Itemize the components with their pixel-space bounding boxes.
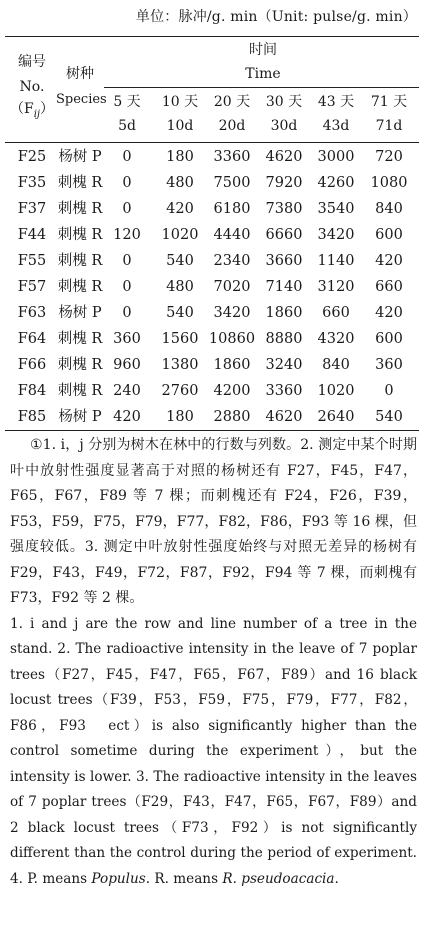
cell-value: 4260 [317, 175, 355, 191]
cell-value: 480 [166, 175, 194, 191]
day-header-en: 5d [118, 118, 136, 134]
cell-value: 540 [166, 253, 194, 269]
cell-value: 0 [122, 305, 132, 321]
header-time-en: Time [245, 66, 281, 82]
cell-value: 4200 [213, 383, 251, 399]
cell-tree-no: F25 [17, 149, 47, 165]
cell-value: 1860 [265, 305, 303, 321]
day-header-cn: 71 天 [370, 94, 408, 110]
cell-species: 杨树 P [58, 409, 102, 425]
cell-species: 杨树 P [58, 149, 102, 165]
header-no-en: No. [19, 79, 45, 95]
cell-value: 7020 [213, 279, 251, 295]
cell-value: 6660 [265, 227, 303, 243]
cell-value: 3420 [213, 305, 251, 321]
cell-tree-no: F66 [17, 357, 47, 373]
cell-value: 3120 [317, 279, 355, 295]
cell-species: 杨树 P [58, 305, 102, 321]
cell-value: 120 [113, 227, 141, 243]
cell-value: 360 [375, 357, 403, 373]
day-header-cn: 10 天 [161, 94, 199, 110]
cell-species: 刺槐 R [57, 227, 103, 243]
time-sub-rule [104, 87, 419, 88]
header-no-symbol: $(F_{ij})$ [10, 101, 55, 120]
cell-value: 600 [375, 227, 403, 243]
cell-tree-no: F57 [17, 279, 47, 295]
cell-value: 3540 [317, 201, 355, 217]
cell-value: 1860 [213, 357, 251, 373]
cell-value: 240 [113, 383, 141, 399]
cell-value: 0 [122, 279, 132, 295]
cell-value: 3240 [265, 357, 303, 373]
cell-value: 180 [166, 149, 194, 165]
cell-value: 3660 [265, 253, 303, 269]
cell-value: 360 [113, 331, 141, 347]
cell-species: 刺槐 R [57, 201, 103, 217]
cell-value: 0 [122, 253, 132, 269]
cell-value: 3420 [317, 227, 355, 243]
cell-species: 刺槐 R [57, 357, 103, 373]
table-bottom-rule [5, 430, 419, 431]
cell-value: 420 [375, 305, 403, 321]
header-species-cn: 树种 [66, 66, 94, 82]
cell-value: 7500 [213, 175, 251, 191]
day-header-en: 20d [218, 118, 246, 134]
cell-value: 720 [375, 149, 403, 165]
header-no-cn: 编号 [18, 54, 46, 70]
cell-value: 4320 [317, 331, 355, 347]
day-header-en: 10d [166, 118, 194, 134]
cell-tree-no: F85 [17, 409, 47, 425]
cell-species: 刺槐 R [57, 279, 103, 295]
cell-tree-no: F35 [17, 175, 47, 191]
cell-value: 960 [113, 357, 141, 373]
cell-value: 3000 [317, 149, 355, 165]
cell-species: 刺槐 R [57, 331, 103, 347]
cell-value: 2640 [317, 409, 355, 425]
cell-value: 2760 [161, 383, 199, 399]
cell-value: 1140 [317, 253, 355, 269]
unit-caption: 单位：脉冲/g. min（Unit: pulse/g. min） [135, 9, 417, 25]
cell-value: 10860 [208, 331, 256, 347]
cell-value: 4440 [213, 227, 251, 243]
cell-value: 660 [322, 305, 350, 321]
cell-value: 420 [113, 409, 141, 425]
cell-value: 0 [122, 175, 132, 191]
cell-value: 0 [122, 149, 132, 165]
note-english: 1. i and j are the row and line number of a tree in the stand. 2. The radioactive intensity in the leave of 7 poplar trees（F27，F45，F47，F65，F67，F89）and 16 black locust trees（F39，F53，F59，F75，F79，F77，F82，F86，F93 ect）is also significantly higher than the control sometime during the experiment），but the intensity is lower. 3. The radioactive intensity in the leaves of 7 poplar trees（F29，F43，F47，F65，F67，F89）and 2 black locust trees（F73，F92）is not significantly different than the control during the period of experiment. 4. P. means Populus. R. means R. pseudoacacia. [10, 615, 417, 887]
cell-value: 420 [166, 201, 194, 217]
cell-value: 480 [166, 279, 194, 295]
cell-value: 540 [375, 409, 403, 425]
cell-species: 刺槐 R [57, 383, 103, 399]
cell-value: 840 [322, 357, 350, 373]
cell-value: 2340 [213, 253, 251, 269]
cell-value: 840 [375, 201, 403, 217]
day-header-cn: 20 天 [213, 94, 251, 110]
cell-value: 420 [375, 253, 403, 269]
cell-value: 540 [166, 305, 194, 321]
day-header-cn: 43 天 [317, 94, 355, 110]
cell-value: 3360 [213, 149, 251, 165]
cell-value: 0 [122, 201, 132, 217]
cell-species: 刺槐 R [57, 253, 103, 269]
cell-value: 2880 [213, 409, 251, 425]
cell-value: 1080 [370, 175, 408, 191]
cell-tree-no: F37 [17, 201, 47, 217]
cell-value: 7920 [265, 175, 303, 191]
cell-value: 3360 [265, 383, 303, 399]
cell-tree-no: F84 [17, 383, 47, 399]
header-time-cn: 时间 [249, 42, 277, 58]
day-header-en: 43d [322, 118, 350, 134]
day-header-cn: 30 天 [265, 94, 303, 110]
cell-value: 7380 [265, 201, 303, 217]
note-chinese: ①1. i，j 分别为树木在林中的行数与列数。2. 测定中某个时期叶中放射性强度显著高于对照的杨树还有 F27，F45，F47，F65，F67，F89 等 7 棵；而刺槐还有 F24，F26，F39，F53，F59，F75，F79，F77，F82，F86，F93 等 16 棵，但强度较低。3. 测定中叶放射性强度始终与对照无差异的杨树有 F29，F43，F49，F72，F87，F92，F94 等 7 棵，而刺槐有 F73，F92 等 2 棵。 [10, 437, 417, 606]
cell-value: 4620 [265, 409, 303, 425]
cell-value: 4620 [265, 149, 303, 165]
header-species-en: Species [56, 92, 107, 107]
cell-tree-no: F44 [17, 227, 47, 243]
cell-value: 1560 [161, 331, 199, 347]
cell-species: 刺槐 R [57, 175, 103, 191]
cell-value: 7140 [265, 279, 303, 295]
cell-value: 660 [375, 279, 403, 295]
cell-value: 1020 [161, 227, 199, 243]
table-top-rule [5, 36, 419, 37]
cell-value: 600 [375, 331, 403, 347]
cell-value: 6180 [213, 201, 251, 217]
table-notes [10, 433, 417, 892]
cell-value: 1380 [161, 357, 199, 373]
cell-value: 0 [384, 383, 394, 399]
cell-tree-no: F55 [17, 253, 47, 269]
cell-value: 1020 [317, 383, 355, 399]
header-bottom-rule [5, 142, 419, 143]
cell-tree-no: F64 [17, 331, 47, 347]
cell-value: 8880 [265, 331, 303, 347]
day-header-en: 71d [375, 118, 403, 134]
cell-tree-no: F63 [17, 305, 47, 321]
day-header-en: 30d [270, 118, 298, 134]
day-header-cn: 5 天 [113, 94, 141, 110]
cell-value: 180 [166, 409, 194, 425]
